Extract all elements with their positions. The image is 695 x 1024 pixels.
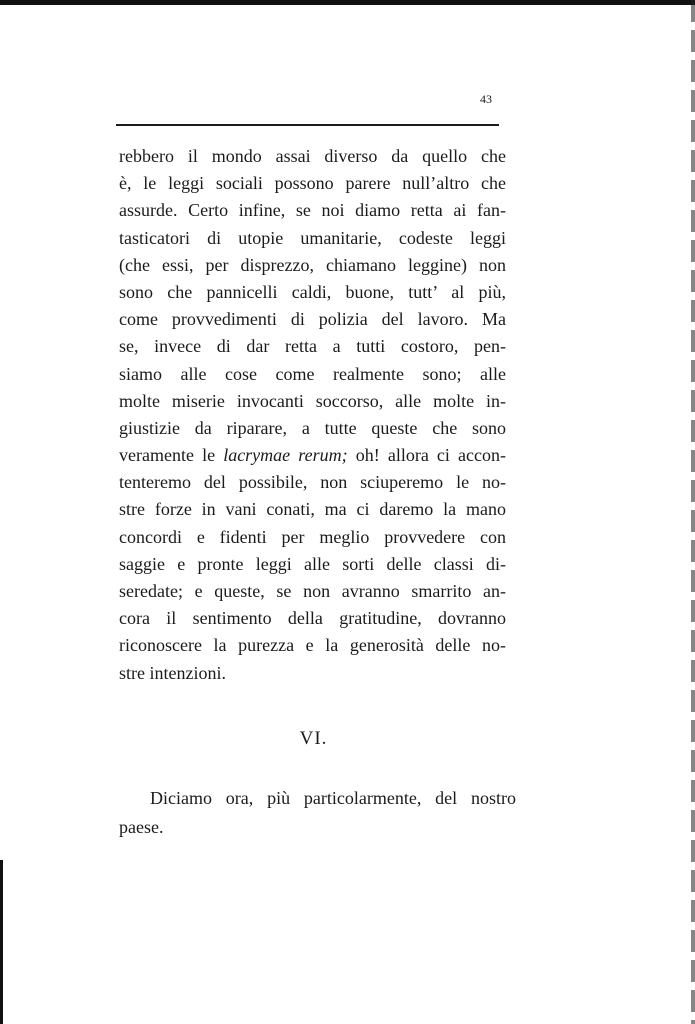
text-line: se, invece di dar retta a tutti costoro, pen- — [119, 336, 506, 357]
text-line: stre intenzioni. — [119, 662, 226, 683]
text-line: seredate; e queste, se non avranno smarrito an- — [119, 581, 506, 601]
text-line: molte miserie invocanti soccorso, alle molte in- — [119, 390, 506, 411]
paragraph-2 — [119, 784, 516, 842]
text-line: tasticatori di utopie umanitarie, codeste leggi — [119, 227, 506, 248]
text-line: sono che pannicelli caldi, buone, tutt’ al più, — [119, 281, 506, 302]
text-run: veramente le — [119, 445, 224, 466]
text-run: oh! allora ci accon- — [347, 445, 507, 466]
text-line: (che essi, per disprezzo, chiamano leggine) non — [119, 254, 506, 275]
text-line: assurde. Certo infine, se noi diamo retta ai fan- — [119, 200, 506, 221]
section-heading: VI. — [299, 728, 328, 749]
text-line: paese. — [119, 817, 164, 837]
text-line: rebbero il mondo assai diverso da quello che — [119, 146, 506, 166]
text-line: come provvedimenti di polizia del lavoro. Ma — [119, 309, 506, 330]
scan-left-edge — [0, 860, 3, 1024]
text-line: riconoscere la purezza e la generosità delle no- — [119, 635, 506, 656]
text-line: tenteremo del possibile, non sciuperemo le no- — [119, 472, 506, 493]
text-line: saggie e pronte leggi alle sorti delle classi di- — [119, 553, 506, 574]
text-line: concordi e fidenti per meglio provvedere con — [119, 526, 506, 547]
text-line: stre forze in vani conati, ma ci daremo la mano — [119, 499, 506, 520]
paragraph-1 — [119, 143, 506, 687]
scan-right-edge — [691, 0, 695, 1024]
text-line: siamo alle cose come realmente sono; alle — [119, 363, 506, 384]
text-line: cora il sentimento della gratitudine, dovranno — [119, 608, 506, 629]
header-rule — [116, 124, 499, 126]
text-line: Diciamo ora, più particolarmente, del nostro — [150, 788, 516, 808]
scan-top-edge — [0, 0, 695, 5]
text-line-with-italic — [119, 442, 506, 469]
page-number: 43 — [480, 92, 492, 106]
italic-phrase: lacrymae rerum; — [223, 445, 348, 466]
text-line: giustizie da riparare, a tutte queste che sono — [119, 417, 506, 438]
text-line: è, le leggi sociali possono parere null’altro che — [119, 173, 506, 194]
